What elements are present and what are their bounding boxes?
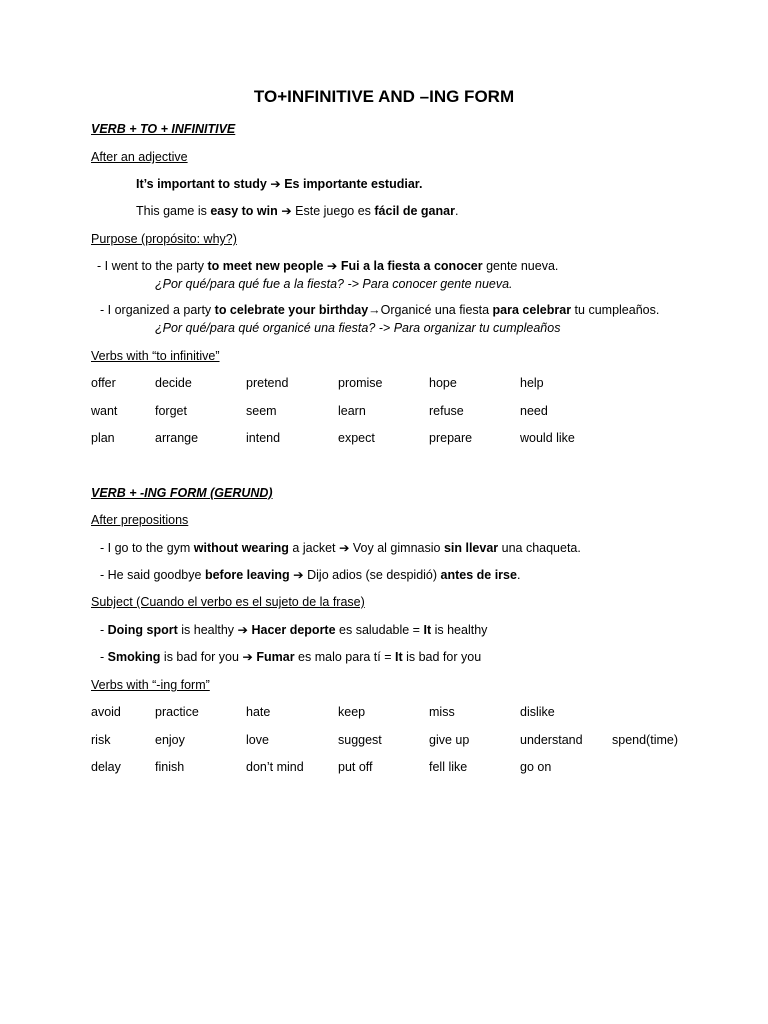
subheading-after-prepositions: After prepositions	[91, 513, 189, 527]
verb-cell: decide	[155, 376, 192, 390]
verb-cell: finish	[155, 760, 185, 774]
text-run: una chaqueta.	[498, 541, 581, 555]
verb-cell: keep	[338, 705, 366, 719]
verb-cell: give up	[429, 732, 470, 747]
text-run: - I went to the party	[97, 259, 208, 273]
bold-text-run: It	[423, 623, 432, 637]
text-run: is healthy ➔	[177, 623, 252, 637]
verb-cell: help	[520, 376, 544, 390]
verb-cell: plan	[91, 431, 115, 445]
verb-cell: avoid	[91, 705, 121, 719]
example-sentence	[136, 203, 458, 219]
subheading-purpose: Purpose (propósito: why?)	[91, 232, 237, 246]
example-translation-note: ¿Por qué/para qué fue a la fiesta? -> Para conocer gente nueva.	[155, 277, 513, 291]
text-run: - I organized a party	[100, 303, 215, 317]
example-sentence	[100, 540, 581, 556]
verb-cell: pretend	[246, 376, 289, 390]
verb-cell: hope	[429, 376, 457, 390]
verb-cell: arrange	[155, 431, 199, 445]
verb-cell: risk	[91, 732, 111, 747]
bold-text-run: easy to win	[210, 204, 278, 218]
verb-cell: delay	[91, 760, 121, 774]
verb-cell: would like	[520, 431, 575, 445]
bold-text-run: antes de irse	[440, 568, 517, 582]
verb-cell: promise	[338, 376, 383, 390]
verb-cell: prepare	[429, 431, 473, 445]
verb-cell: need	[520, 403, 548, 418]
example-sentence	[100, 302, 659, 318]
verb-cell: want	[91, 403, 118, 418]
verb-cell: refuse	[429, 403, 464, 418]
verb-cell: enjoy	[155, 732, 185, 747]
text-run: ➔ Este juego es	[277, 204, 375, 218]
bold-text-run: sin llevar	[443, 541, 499, 555]
example-sentence	[97, 258, 558, 274]
section-heading-to-infinitive: VERB + TO + INFINITIVE	[91, 122, 236, 136]
bold-text-run: without wearing	[193, 541, 289, 555]
example-sentence	[100, 567, 520, 583]
text-run: Dijo adios (se despidió)	[303, 568, 441, 582]
text-run: is bad for you	[402, 650, 482, 664]
text-run: - I go to the gym	[100, 541, 194, 555]
bold-text-run: Hacer deporte	[251, 623, 336, 637]
section-heading-gerund: VERB + -ING FORM (GERUND)	[91, 486, 273, 500]
example-sentence	[136, 176, 422, 192]
bold-text-run: It’s important to study ➔ Es importante estudiar.	[136, 177, 423, 191]
text-run: a jacket ➔ Voy al gimnasio	[288, 541, 444, 555]
verb-cell: forget	[155, 403, 187, 418]
verb-cell: don’t mind	[246, 760, 304, 774]
subheading-after-adjective: After an adjective	[91, 150, 188, 164]
text-run: This game is	[136, 204, 211, 218]
text-run: -	[100, 650, 108, 664]
verb-cell: practice	[155, 705, 199, 719]
text-run: tu cumpleaños.	[571, 303, 660, 317]
page-title: TO+INFINITIVE AND –ING FORM	[253, 87, 515, 106]
verb-cell: suggest	[338, 732, 382, 747]
bold-text-run: to meet new people ➔ Fui a la fiesta a conocer	[207, 259, 483, 273]
verb-cell: seem	[246, 403, 277, 418]
text-run: Organicé una fiesta	[380, 303, 493, 317]
verb-cell: intend	[246, 431, 281, 445]
example-translation-note: ¿Por qué/para qué organicé una fiesta? -> Para organizar tu cumpleaños	[155, 321, 561, 335]
text-run: .	[454, 204, 459, 218]
text-run: is healthy	[431, 623, 488, 637]
verb-cell: dislike	[520, 705, 555, 719]
verb-cell: love	[246, 732, 269, 747]
subheading-subject: Subject (Cuando el verbo es el sujeto de la frase)	[91, 595, 365, 609]
bold-text-run: fácil de ganar	[374, 204, 455, 218]
verb-cell: put off	[338, 760, 373, 774]
text-run: es malo para tí =	[294, 650, 395, 664]
subheading-verbs-to-infinitive: Verbs with “to infinitive”	[91, 349, 220, 363]
text-run: - He said goodbye	[100, 568, 205, 582]
bold-text-run: Smoking	[107, 650, 161, 664]
verb-cell: learn	[338, 403, 366, 418]
text-run: .	[516, 568, 521, 582]
verb-cell: spend(time)	[612, 732, 678, 747]
bold-text-run: before leaving ➔	[204, 568, 304, 582]
bold-text-run: Fumar	[256, 650, 295, 664]
verb-cell: understand	[520, 732, 583, 747]
bold-text-run: It	[394, 650, 403, 664]
example-sentence	[100, 622, 487, 638]
bold-text-run: Doing sport	[107, 623, 178, 637]
verb-cell: offer	[91, 376, 116, 390]
verb-cell: expect	[338, 431, 375, 445]
text-run: -	[100, 623, 108, 637]
verb-cell: hate	[246, 705, 271, 719]
verb-cell: miss	[429, 705, 455, 719]
verb-cell: fell like	[429, 760, 468, 774]
subheading-verbs-ing-form: Verbs with “-ing form”	[91, 678, 210, 692]
bold-text-run: to celebrate your birthday→	[214, 303, 381, 317]
verb-cell: go on	[520, 760, 552, 774]
text-run: es saludable =	[335, 623, 424, 637]
example-sentence	[100, 649, 481, 665]
text-run: gente nueva.	[482, 259, 559, 273]
bold-text-run: para celebrar	[492, 303, 572, 317]
text-run: is bad for you ➔	[160, 650, 257, 664]
